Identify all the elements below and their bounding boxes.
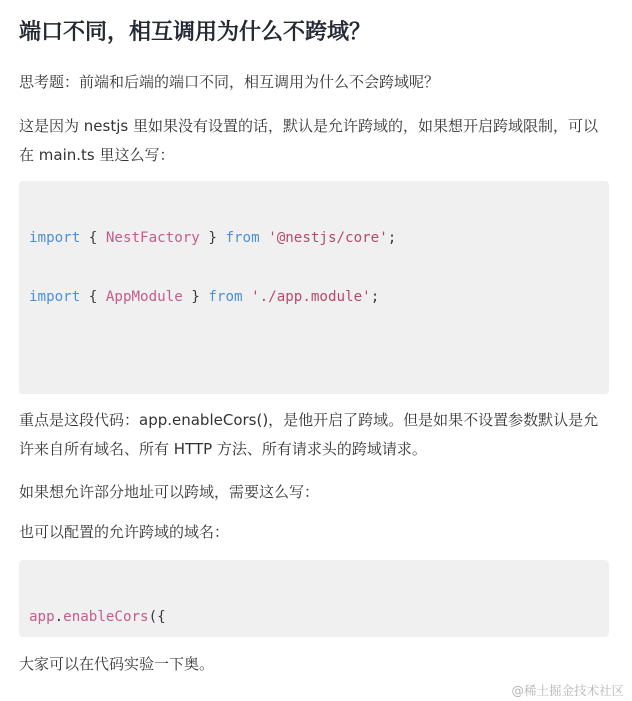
article-title: 端口不同，相互调用为什么不跨域？ bbox=[19, 20, 372, 45]
code-token: AppModule bbox=[105, 288, 183, 305]
paragraph-config-origin: 也可以配置的允许跨域的域名： bbox=[19, 523, 230, 541]
code-token bbox=[260, 230, 269, 246]
code-token: ; bbox=[370, 288, 380, 305]
code-token: '@nestjs/core' bbox=[268, 230, 388, 246]
watermark: @稀土掘金技术社区 bbox=[511, 683, 624, 698]
code-token: { bbox=[80, 288, 106, 305]
paragraph-question: 思考题：前端和后端的端口不同，相互调用为什么不会跨域呢？ bbox=[19, 73, 440, 91]
code-block-enable-cors bbox=[19, 560, 609, 637]
code-line bbox=[29, 608, 599, 628]
code-block-main-ts bbox=[19, 181, 609, 394]
code-token: } bbox=[199, 230, 226, 246]
code-line bbox=[29, 229, 599, 249]
code-token: './app.module' bbox=[251, 288, 371, 305]
code-token: } bbox=[182, 288, 209, 305]
paragraph-explanation: 这是因为 nestjs 里如果没有设置的话，默认是允许跨域的，如果想开启跨域限制，可以在 main.ts 里这么写： bbox=[19, 117, 598, 164]
code-line-blank bbox=[29, 346, 599, 366]
code-token: enableCors bbox=[63, 609, 149, 625]
code-token: app bbox=[29, 609, 55, 625]
code-token bbox=[243, 289, 252, 305]
code-token: ; bbox=[387, 230, 397, 246]
code-token: . bbox=[54, 609, 64, 625]
code-token: NestFactory bbox=[105, 230, 200, 246]
code-token: from bbox=[225, 230, 260, 246]
code-token: ({ bbox=[148, 609, 166, 625]
paragraph-closing: 大家可以在代码实验一下奥。 bbox=[19, 655, 215, 673]
paragraph-key-point: 重点是这段代码：app.enableCors()，是他开启了跨域。但是如果不设置参数默认是允许来自所有域名、所有 HTTP 方法、所有请求头的跨域请求。 bbox=[19, 411, 599, 458]
code-token: import bbox=[29, 230, 81, 246]
code-token: { bbox=[80, 230, 106, 246]
paragraph-partial-origin: 如果想允许部分地址可以跨域，需要这么写： bbox=[19, 483, 320, 501]
code-token: from bbox=[208, 288, 243, 305]
code-token: import bbox=[29, 288, 81, 305]
code-line bbox=[29, 288, 599, 308]
